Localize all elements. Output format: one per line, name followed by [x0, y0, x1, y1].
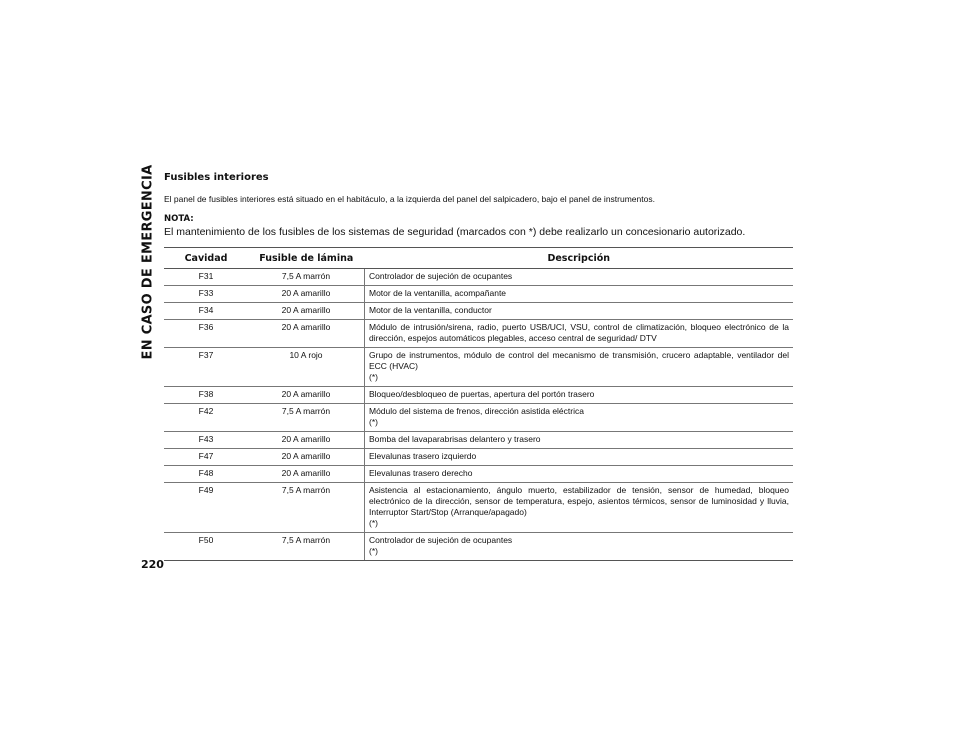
table-row	[164, 387, 793, 404]
cell-cavity: F34	[164, 303, 248, 320]
cell-description	[365, 286, 794, 303]
table-row	[164, 432, 793, 449]
table-row	[164, 320, 793, 348]
table-row	[164, 533, 793, 561]
page-heading: Fusibles interiores	[164, 172, 269, 183]
cell-fuse: 7,5 A marrón	[248, 483, 365, 533]
table-header-row	[164, 248, 793, 269]
page-number: 220	[141, 558, 164, 571]
description-line: Módulo de intrusión/sirena, radio, puerto USB/UCI, VSU, control de climatización, bloqueo electrónico de la dirección, espejos automáticos plegables, acceso central de seguridad/ DTV	[369, 322, 789, 343]
description-line: Elevalunas trasero derecho	[369, 468, 473, 478]
description-line: Controlador de sujeción de ocupantes	[369, 271, 513, 281]
description-line: Bloqueo/desbloqueo de puertas, apertura del portón trasero	[369, 389, 595, 399]
cell-fuse: 7,5 A marrón	[248, 533, 365, 561]
section-title-text: EN CASO DE EMERGENCIA	[140, 164, 156, 360]
table-row	[164, 404, 793, 432]
cell-description	[365, 320, 794, 348]
description-line: Controlador de sujeción de ocupantes	[369, 535, 513, 545]
cell-description	[365, 404, 794, 432]
description-line: (*)	[369, 518, 378, 528]
fuse-table	[164, 247, 793, 561]
cell-description	[365, 303, 794, 320]
description-line: Motor de la ventanilla, acompañante	[369, 288, 507, 298]
header-cavity: Cavidad	[164, 248, 248, 269]
intro-paragraph: El panel de fusibles interiores está situado en el habitáculo, a la izquierda del panel del salpicadero, bajo el panel de instrumentos.	[164, 194, 655, 204]
cell-cavity: F50	[164, 533, 248, 561]
cell-description	[365, 533, 794, 561]
cell-description	[365, 269, 794, 286]
cell-cavity: F49	[164, 483, 248, 533]
cell-description	[365, 466, 794, 483]
cell-description	[365, 348, 794, 387]
table-row	[164, 348, 793, 387]
section-title	[140, 164, 156, 360]
cell-cavity: F38	[164, 387, 248, 404]
cell-fuse: 20 A amarillo	[248, 466, 365, 483]
cell-fuse: 20 A amarillo	[248, 303, 365, 320]
cell-cavity: F47	[164, 449, 248, 466]
cell-fuse: 7,5 A marrón	[248, 404, 365, 432]
table-row	[164, 303, 793, 320]
cell-cavity: F42	[164, 404, 248, 432]
cell-fuse: 20 A amarillo	[248, 286, 365, 303]
description-line: (*)	[369, 417, 378, 427]
table-row	[164, 483, 793, 533]
table-row	[164, 449, 793, 466]
cell-cavity: F36	[164, 320, 248, 348]
description-line: Módulo del sistema de frenos, dirección asistida eléctrica	[369, 406, 584, 416]
description-line: Elevalunas trasero izquierdo	[369, 451, 477, 461]
cell-fuse: 10 A rojo	[248, 348, 365, 387]
cell-cavity: F37	[164, 348, 248, 387]
cell-fuse: 20 A amarillo	[248, 432, 365, 449]
cell-fuse: 20 A amarillo	[248, 449, 365, 466]
note-label: NOTA:	[164, 214, 194, 224]
cell-fuse: 7,5 A marrón	[248, 269, 365, 286]
cell-description	[365, 432, 794, 449]
header-description: Descripción	[365, 248, 794, 269]
cell-cavity: F43	[164, 432, 248, 449]
cell-cavity: F48	[164, 466, 248, 483]
cell-description	[365, 387, 794, 404]
cell-cavity: F31	[164, 269, 248, 286]
header-fuse: Fusible de lámina	[248, 248, 365, 269]
description-line: (*)	[369, 546, 378, 556]
table-row	[164, 269, 793, 286]
note-text: El mantenimiento de los fusibles de los sistemas de seguridad (marcados con *) debe realizarlo un concesionario autorizado.	[164, 226, 746, 238]
description-line: Asistencia al estacionamiento, ángulo muerto, estabilizador de tensión, sensor de humedad, bloqueo electrónico de la dirección, sensor de temperatura, espejo, asientos térmicos, sensor de luminosidad y lluvia, Interruptor Start/Stop (Arranque/apagado)	[369, 485, 789, 517]
table-row	[164, 286, 793, 303]
table-body	[164, 269, 793, 561]
cell-fuse: 20 A amarillo	[248, 387, 365, 404]
description-line: Motor de la ventanilla, conductor	[369, 305, 492, 315]
description-line: (*)	[369, 372, 378, 382]
table-row	[164, 466, 793, 483]
description-line: Bomba del lavaparabrisas delantero y trasero	[369, 434, 541, 444]
cell-description	[365, 483, 794, 533]
cell-cavity: F33	[164, 286, 248, 303]
description-line: Grupo de instrumentos, módulo de control del mecanismo de transmisión, crucero adaptable, ventilador del ECC (HVAC)	[369, 350, 789, 371]
cell-fuse: 20 A amarillo	[248, 320, 365, 348]
cell-description	[365, 449, 794, 466]
